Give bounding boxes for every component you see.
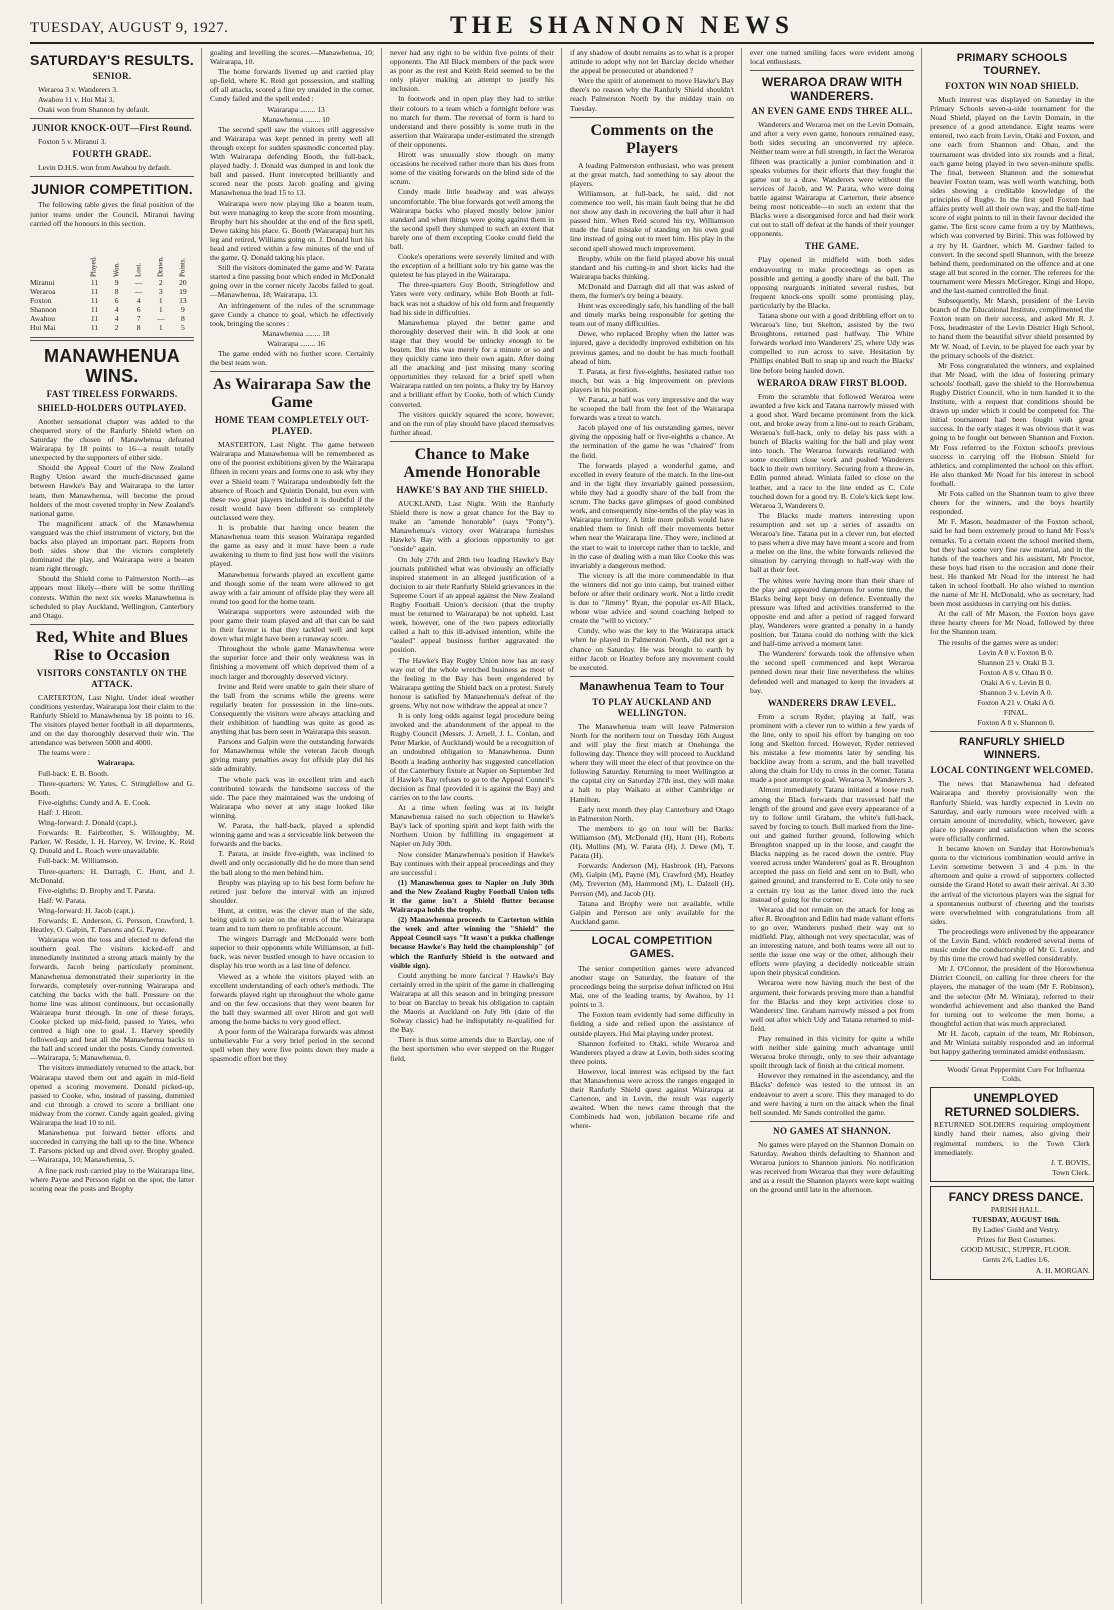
heading-team-to-tour: Manawhenua Team to Tour <box>579 680 725 693</box>
article-paragraph: (1) Manawhenua goes to Napier on July 30th and the New Zealand Rugby Football Union tells it the game isn't a Shield flutter because Wairarapa holds the trophy. <box>390 877 554 915</box>
team-name-cell: Weraroa <box>30 286 56 296</box>
table-header-cell: Lost. <box>134 262 143 277</box>
heading-saturdays-results: SATURDAY'S RESULTS. <box>30 52 195 68</box>
article-paragraph: Hunt was exceedingly safe, his handling of the ball and timely marks being responsible for getting the team out of many difficulties. <box>570 301 734 329</box>
table-row <box>30 323 194 332</box>
table-row <box>30 287 194 296</box>
column-5 <box>750 48 922 1604</box>
article-paragraph: The three-quarters Guy Booth, Stringfellow and Yates were very ordinary, while Bob Booth at full-back was not a shadow of his old form and frequently had his side in difficulties. <box>390 280 554 317</box>
heading-manawhenua-wins: MANAWHENUA WINS. <box>44 345 180 386</box>
score-line: Wairarapa ........ 13 <box>267 104 325 114</box>
article-paragraph: From a scrum Ryder, playing at half, was prominent with a clever run to within a few yards of the line, only to spoil his effort by hanging on too long and Skelton forced. However, Ryder retrieved his mistake a few moments later by sending his backline away from a scrum, and the ball travelled along the chain for Udy to cross in the corner. Tatana made a poor attempt to goal. Weraroa 3, Wanderers 3. <box>750 711 914 785</box>
table-cell: 4 <box>136 295 141 305</box>
heading-weraroa-draw: WERAROA DRAW WITH WANDERERS. <box>761 75 903 104</box>
score-line: Manawhenua ........ 18 <box>262 328 330 338</box>
advert-title: UNEMPLOYED RETURNED SOLDIERS. <box>944 1091 1080 1120</box>
table-cell: 9 <box>181 304 185 314</box>
table-cell: — <box>134 277 143 287</box>
article-paragraph: It is probable that having once beaten the Manawhenua team this season Wairarapa regarded the game as easy and it must have been a rude awakening to them to find just how well the visitors played. <box>210 523 374 569</box>
subheading-foxton-noad: FOXTON WIN NOAD SHIELD. <box>945 81 1079 91</box>
table-row <box>30 305 194 314</box>
columns <box>30 48 1094 1604</box>
article-paragraph: The following table gives the final position of the junior teams under the Council, Miranui having carried off the honours in this section. <box>30 200 194 228</box>
subheading-fourth-grade: FOURTH GRADE. <box>72 149 152 160</box>
heading-primary-schools: PRIMARY SCHOOLS TOURNEY. <box>956 52 1068 77</box>
article-paragraph: Mr Foss called on the Shannon team to give three cheers for the winners, and the boys heartily responded. <box>930 489 1094 517</box>
column-2 <box>210 48 382 1604</box>
article-paragraph: T. Parata, at inside five-eighth, was inclined to dwell and only occasionally did he do more than send the ball along to the men behind him. <box>210 849 374 877</box>
table-cell: 4 <box>114 304 119 314</box>
article-paragraph: The Hawke's Bay Rugby Union now has an easy way out of the whole wretched business as most of the feeling in the Bay has been engendered by Wairarapa getting the Shield back on a protest. Surely honour is satisfied by Manawhenua's defeat of the greens. Why not now withdraw the appeal at once ? <box>390 655 554 710</box>
heading-junior-competition: JUNIOR COMPETITION. <box>31 181 193 198</box>
lineup-line: Wing-forward: H. Jacob (capt.). <box>38 905 136 915</box>
subheading-draw-level: WANDERERS DRAW LEVEL. <box>767 697 897 708</box>
table-cell: 11 <box>90 322 99 332</box>
article-paragraph: The whites were having more than their share of the play and appeared dangerous for some time, the Blacks being kept busy on defence. Eventually the pressure was lifted and activities transferred to the opposite end and after a period of ragged forward play, Wanderers were granted a penalty in a handy position, but Tatana could do nothing with the kick and half-time arrived a moment later. <box>750 575 914 649</box>
subheading-fast-forwards: FAST TIRELESS FORWARDS. <box>46 388 178 399</box>
table-cell: 11 <box>90 277 99 287</box>
article-paragraph: The news that Manawhenua had defeated Wairarapa and thereby provisionally won the Ranfurly Shield, was hardly expected in Levin on Saturday, and early rumours were received with a certain amount of incredulity, which, however, gave place to pleasure and satisfaction when the scores were officially confirmed. <box>930 779 1094 843</box>
article-paragraph: Early next month they play Canterbury and Otago in Palmerston North. <box>570 804 734 823</box>
subheading-to-play: TO PLAY AUCKLAND AND WELLINGTON. <box>592 696 712 718</box>
article-paragraph: Mr F. Mason, headmaster of the Foxton school, said he had been extremely proud to hand Mr Foss's remarks. To a certain extent the school merited them, but they had some very fine raw material, and in the hands of the teachers and his assistant, Mr Proctor, these boys had risen to the occasion and done their best. He thanked Mr Noad for the interest he had taken in school football. He also wished to mention the name of Mr H. McDonald, who as secretary, had been most assiduous in carrying out his duties. <box>930 517 1094 609</box>
divider <box>30 118 194 119</box>
issue-date: TUESDAY, AUGUST 9, 1927. <box>30 20 229 36</box>
article-paragraph: Almost immediately Tatana initiated a loose rush among the Black forwards that traversed half the length of the ground and gave every appearance of a try to follow until Graham, the white's full-back, saved by forcing to touch. Bull marked from the line-out and gained further ground, following which Broughton snapped up in the loose, and caught the Blacks napping as he raced down the centre. Play veered across under Wanderers' goal as R. Broughton accepted the pass on field and sent on to Bull, who gained ground, and transferred to E. Cole only to see a certain try lost as the latter dived into the ruck instead of going for the corner. <box>750 785 914 904</box>
article-paragraph: Cundy made little headway and was always uncomfortable. The blue forwards got well among the Wairarapa backs who played mostly below junior standard and when things were going against them in the second spell they slumped to such an extent that barely one of them excepting Cooke could field the ball. <box>390 187 554 251</box>
article-paragraph: From the scramble that followed Weraroa were awarded a free kick and Tatana narrowly missed with a good shot. Ward became prominent from the kick out, and broke away from a line-out to reach Graham, Weraroa's full-back, only to delay his pass with a bunch of Blacks waiting for the ball and play went into touch. The Weraroa forwards retaliated with some excellent close work and pushed Wanderers back to their own territory. Securing from a throw-in, Edlin punted ahead. Winiata failed to close on the leather, and a race to the line ended as C. Cole touched down for a good try. B. Cole's kick kept low. Weraroa 3, Wanderers 0. <box>750 391 914 510</box>
advert-line: Gents 2/6, Ladies 1/6. <box>982 1255 1050 1265</box>
table-cell: 13 <box>179 295 187 305</box>
article-paragraph: Another sensational chapter was added to the chequered story of the Ranfurly Shield when on Saturday the chosen of Manawhenua defeated Wairarapa by 18 points to 16—a result totally unexpected by the supporters of either side. <box>30 416 194 463</box>
table-header-row <box>30 230 194 278</box>
divider <box>210 371 374 372</box>
lineup-line: Half: J. Hirott. <box>38 807 83 817</box>
table-cell: 19 <box>179 286 187 296</box>
subheading-the-game: THE GAME. <box>804 241 860 252</box>
article-paragraph: Hirott was unusually slow though on many occasions he received rather more than his dues from some of the visiting forwards on the blind side of the scrum. <box>390 150 554 187</box>
article-paragraph: The visitors quickly squared the score, however, and on the run of play should have placed themselves further ahead. <box>390 409 554 437</box>
article-paragraph: At a time when feeling was at its height Manawhenua raised no such objection to Hawke's Bay's lack of sporting spirit and kept faith with the Northern Union by fulfilling its engagement at Napier on July 30th. <box>390 803 554 849</box>
heading-red-white-blues: Red, White and Blues Rise to Occasion <box>35 628 189 664</box>
article-paragraph: AUCKLAND, Last Night. With the Ranfurly Shield there is now a great chance for the Bay to make an "amende honorable" (says "Ponty"). Manawhenua's victory over Wairarapa furnishes Hawke's Bay with a glorious opportunity to get "onside" again. <box>390 498 554 554</box>
article-paragraph: Brophy was playing up to his best form before he retired just before the interval with an injured shoulder. <box>210 877 374 905</box>
table-cell: 11 <box>90 295 99 305</box>
column-6 <box>930 48 1094 1604</box>
result-line: Foxton 5 v. Miranui 3. <box>38 137 107 147</box>
column-4 <box>570 48 742 1604</box>
divider <box>570 676 734 677</box>
standings-body <box>30 278 194 332</box>
heading-chance-amende: Chance to Make Amende Honorable <box>403 445 541 481</box>
table-row <box>30 278 194 287</box>
advert-soldiers <box>930 1087 1094 1182</box>
article-paragraph: Wairarapa supporters were astounded with the poor game their team played and all that can be said in their favour is that they tackled well and kept down what might have been a runaway score. <box>210 606 374 644</box>
article-paragraph: The Blacks made matters interesting upon resumption and set up a series of assaults on Weraroa's line. Tatana put in a clever run, but elected to pass when a dive may have meant a score and from a melee on the line, the white forwards relieved the situation by carrying through to half-way with the ball at their feet. <box>750 510 914 575</box>
standings-table <box>30 230 194 332</box>
team-name-cell: Miranui <box>30 277 55 287</box>
subheading-home-team: HOME TEAM COMPLETELY OUT-PLAYED. <box>214 415 370 437</box>
subheading-senior: SENIOR. <box>92 71 132 81</box>
article-paragraph: No games were played on the Shannon Domain on Saturday. Awahou thirds defaulting to Shannon and Weraroa juniors to Shannon juniors. No notification was received from Weraroa that they were defaulting and as a result the Shannon players were kept waiting on the ground until late in the afternoon. <box>750 1139 914 1195</box>
subheading-knockout: JUNIOR KNOCK-OUT—First Round. <box>32 123 192 134</box>
article-paragraph: An infringement of the rules of the scrummage gave Cundy a chance to goal, which he effectively took, bringing the scores : <box>210 300 374 328</box>
heading-local-competition: LOCAL COMPETITION GAMES. <box>591 934 713 960</box>
divider <box>30 337 194 341</box>
article-paragraph: (2) Manawhenua proceeds to Carterton within the week and after winning the "Shield" the Appeal Council says "It wasn't a pukka challenge because Hawke's Bay held the championship" (of which the Ranfurly Shield is the outward and visible sign). <box>390 915 554 970</box>
heading-as-wairarapa-saw: As Wairarapa Saw the Game <box>213 376 371 412</box>
table-cell: 3 <box>158 286 163 296</box>
article-paragraph: The Manawhenua team will leave Palmerston North for the northern tour on Tuesday 16th August and will play the first match at Onehunga the following day. Thence they will proceed to Auckland where they will meet the elect of that province on the following Saturday. Returning to meet Wellington at the capital city on Saturday 27th inst, they will make a halt to play Waikato at either Cambridge or Hamilton. <box>570 721 734 804</box>
article-paragraph: Manawhenua played the better game and thoroughly deserved their win. It did look at one stage that they would be unlucky enough to be beaten. But this was merely for a minute or so and they quickly came into their own again. After doing all the attacking and just missing many scoring opportunities they relaxed for a brief spell when Wairarapa rattled on ten points, a fluky try by Harvey and a brilliant effort by Cooke, both of which Cundy converted. <box>390 317 554 409</box>
advert-dance <box>930 1186 1094 1280</box>
lineup-line: Five-eighths: D. Brophy and T. Parata. <box>38 885 156 895</box>
article-paragraph: The results of the games were as under: <box>938 637 1059 647</box>
table-cell: 9 <box>114 277 119 287</box>
article-paragraph: Wanderers and Weraroa met on the Levin Domain, and after a very even game, honours remained easy, both sides securing an unconverted try apiece. Neither team were at full strength, in fact the Weraroa fifteen was practically a junior combination and it speaks volumes for their efforts that they fought the game out to a draw. Wanderers were without the services of Jacob, and W. Parata, who were doing battle against Wairarapa at Carterton, their absence being most noticeable—to such an extent that the Blacks were a disorganised force and had their work cut out to stall off defeat at the hands of their younger opponents. <box>750 120 914 239</box>
article-paragraph: W. Parata, at half was very impressive and the way he scooped the ball from the feet of the Wairarapa forwards was a treat to watch. <box>570 395 734 423</box>
article-paragraph: The visitors immediately returned to the attack, but Wairarapa staved them out and again in mid-field opened a scoring movement. Donald picked-up, passed to Cooke, who, instead of passing, dummied and cut through a crowd to score a brilliant one midway from the corner. Cundy again goaled, giving Wairarapa the lead 10 to nil. <box>30 1063 194 1128</box>
article-paragraph: In footwork and in open play they had to strike their colours to a team which a fortnight before was no match for them. The reversal of form is hard to understand and there possibly is some truth in the assertion that Wairarapa under-estimated the strength of their opponents. <box>390 94 554 149</box>
masthead <box>30 6 1094 44</box>
lineup-line: Half: W. Parata. <box>38 895 87 905</box>
heading-ranfurly-winners: RANFURLY SHIELD WINNERS. <box>959 736 1065 762</box>
article-paragraph: Williamson, at full-back, he said, did not commence too well, his main fault being that he did not show any dash in recovering the ball after it had passed him. When Reid scored his try, Williamson made the fatal mistake of standing on his own goal line instead of going out to meet him. His play in the second spell showed much improvement. <box>570 188 734 253</box>
article-paragraph: The second spell saw the visitors still aggressive and Wairarapa was kept penned in pretty well all through except for sudden spasmodic concerted play. With Wairarapa defending Booth, the full-back, played badly. J. Donald was dumped in and look the ball and passed. Hunt intercepted brilliantly and scored near the posts Jacob goaling and giving Manawhenua the lead 15 to 13. <box>210 124 374 198</box>
team-name-cell: Hui Mai <box>30 322 56 332</box>
lineup-line: Full-back: M. Williamson. <box>38 856 119 866</box>
table-cell: 8 <box>114 286 119 296</box>
article-paragraph: On July 27th and 28th two leading Hawke's Bay journals published what was obviously an officially inspired statement in an alleged justification of a decision to air their Ranfurly Shield grievances in the Supreme Court if an appeal against the New Zealand Rugby Football Union's decision (that the trophy must be returned to Wairarapa) be not upheld. Last week, however, one of the two papers editorially called a halt to this ill-advised intention, while the "sealed" appeal business further aggravated the position. <box>390 554 554 655</box>
table-cell: 1 <box>158 304 163 314</box>
article-paragraph: never had any right to be within five points of their opponents. The All Black members of the pack were as poor as the rest and Keith Reid seemed to be the only player making an attempt to justify his inclusion. <box>390 48 554 94</box>
article-paragraph: It became known on Sunday that Horowhenua's quota to the victorious combination would arrive in Levin sometime between 3 and 4 p.m. in the afternoon and quite a crowd of supporters collected outside the Grand Hotel to await their arrival. At 3.30 the arrival of the victorious players was the signal for a spontaneous outburst of cheering and the tourists were overwhelmed with congratulations from all sides. <box>930 844 1094 926</box>
article-paragraph: Forwards: Anderson (M), Hasbrook (H), Parsons (M), Galpin (M), Payne (M), Crawford (M), Heatley (M), Treverton (M), Hammond (M), L. Dalzell (H), Perrson (M), and Jacob (H). <box>570 861 734 898</box>
newspaper-title: THE SHANNON NEWS <box>450 12 794 39</box>
table-cell: 11 <box>90 313 99 323</box>
game-result: Foxton A 8 v. Ohau B 0. <box>979 667 1053 677</box>
article-paragraph: However they remained in the ascendancy, and the Blacks' defence was tested to the utmost in an endeavour to avert a score. This they managed to do and were having a turn on the attack when the final bell sounded. Mr Sands controlled the game. <box>750 1071 914 1117</box>
article-paragraph: T. Parata, at first five-eighths, hesitated rather too much, but was a big improvement on previous players in his position. <box>570 366 734 394</box>
table-cell: 1 <box>158 295 163 305</box>
article-paragraph: Should the Shield come to Palmerston North—as appears most likely—there will be some thrilling contests. Within the next six weeks Manawhenua is scheduled to play Auckland, Wellington, Canterbury and Otago. <box>30 574 194 620</box>
subheading-even-game: AN EVEN GAME ENDS THREE ALL. <box>751 106 913 117</box>
divider <box>930 1060 1094 1061</box>
article-paragraph: Manawhenua put forward better efforts and succeeded in carrying the ball up to the line. Whence T. Parsons picked up and dived over. Brophy goaled.—Wairarapa, 10; Manawhenua, 5. <box>30 1128 194 1165</box>
final-result: Foxton A 8 v. Shannon 0. <box>977 718 1055 728</box>
article-paragraph: The forwards played a wonderful game, and excelled in every feature of the match. In the line-out and in the light they invariably gained possession, while they had a goodly share of the ball from the scrum. The backs gave glimpses of good combined work, and consequently nine-tenths of the play was in Wairarapa territory. A little more polish would have enabled them to finish off their movements better when near the Wairarapa line. They were, inclined at the start to wait to intercept rather than to tackle, and in the case of dealing with a man like Cooke this was invariably a dangerous method. <box>570 460 734 570</box>
article-paragraph: Brophy, while on the field played above his usual standard and his cutting-in and short kicks had the Wairarapa backs thinking. <box>570 253 734 281</box>
article-paragraph: The proceedings were enlivened by the appearance of the Levin Band, which rendered several items of music under the conductorship of Mr G. Lester, and by this time the crowd had swelled considerably. <box>930 926 1094 964</box>
table-cell: — <box>134 286 143 296</box>
game-result: Foxton A 21 v. Otaki A 0. <box>977 698 1055 708</box>
lineup-line: Full-back: E. B. Booth. <box>38 768 109 778</box>
score-line: Wairarapa ........ 16 <box>267 338 325 348</box>
article-paragraph: Were the spirit of atonement to move Hawke's Bay there's no reason why the Ranfurly Shield shouldn't reach Palmerston North by the midday train on Tuesday. <box>570 76 734 113</box>
article-paragraph: The home forwards livened up and carried play up-field, where K. Reid got possession, and stalling off all attacks, scored a fine try unaided in the corner. Cundy failed and the spell ended : <box>210 67 374 104</box>
divider <box>30 624 194 625</box>
article-paragraph: Parsons and Galpin were the outstanding forwards for Manawhenua while the veteran Jacob though giving many penalties away for offside play did his side admirably. <box>210 737 374 774</box>
article-paragraph: Could anything be more farcical ? Hawke's Bay certainly erred in the spirit of the game in challenging Wairarapa at all this season and in bringing pressure to bear on Barclay to break his obligation to captain the Maoris at Auckland on July 9th (date of the Solway classic) had he indisputably re-qualified for the Bay. <box>390 970 554 1035</box>
table-row <box>30 296 194 305</box>
result-line: Awahou 11 v. Hui Mai 3. <box>38 95 115 105</box>
game-result: Shannon 23 v. Otaki B 3. <box>977 657 1055 667</box>
table-cell: 5 <box>181 322 185 332</box>
article-paragraph: The Foxton team evidently had some difficulty in fielding a side and relied upon the assistance of outside players. Hui Mai playing under protest. <box>570 1010 734 1038</box>
article-paragraph: ever one turned smiling faces were evident among local enthusiasts. <box>750 48 914 67</box>
lineup-line: Wing-forward: J. Donald (capt.). <box>38 818 138 828</box>
advert-title: FANCY DRESS DANCE. <box>948 1189 1084 1204</box>
final-label: FINAL. <box>1003 708 1029 718</box>
advert-signature: J. T. BOVIS, <box>1050 1157 1090 1167</box>
result-line: Weraroa 3 v. Wanderers 3. <box>38 85 118 94</box>
divider <box>30 176 194 177</box>
article-paragraph: The members to go on tour will be: Backs: Williamson (M), McDonald (H), Hunt (H), Roberts (H), Mullins (M), W. Parata (H), J. Dewe (M), T. Parata (H). <box>570 823 734 861</box>
article-paragraph: The teams were : <box>38 748 91 758</box>
table-cell: 2 <box>114 322 119 332</box>
article-paragraph: Tatana shone out with a good dribbling effort on to Weraroa's line, but Skelton, assisted by the two Broughtons, returned past halfway. The White forwards worked into Wanderers' 25, where Udy was compelled to run across to save. Hesitation by Phillips enabled Bull to snap up and reach the Blacks' line before being hauled down. <box>750 310 914 375</box>
article-paragraph: The senior competition games were advanced another stage on Saturday, the feature of the proceedings being the surprise defeat inflicted on Hui Mai, one of the leading teams, by Awahou, by 11 points to 3. <box>570 963 734 1010</box>
table-cell: — <box>157 313 165 323</box>
article-paragraph: Wairarapa won the toss and elected to defend the southern goal. The visitors kicked-off and immediately instituted a strong attack mainly by the forwards, Jacob being particularly prominent. Manawhenua demonstrated their superiority in the forwards, completely over-running Wairarapa and catching the backs with the ball. Pressure on the home line was almost continuous, but occasionally Wairarapa burst through. In one of these forays, Cooke picked up mid-field, passed to Yates, who centred a high one to goal. I. Harvey speedily followed-up and beat all the Manawhenua backs to the ball and scored under the posts. Cundy converted.—Wairarapa, 5; Manawhenua, 0. <box>30 935 194 1063</box>
score-line: Manawhenua ........ 10 <box>262 114 330 124</box>
article-paragraph: Viewed as a whole the visitors played with an excellent understanding of each other's methods. The forwards played right up throughout the whole game and on the few occasions that they were beaten for the ball they swarmed all over Hirott and got well among the home backs to very good effect. <box>210 971 374 1026</box>
article-paragraph: Mr J. O'Connor, the president of the Horowhenua District Council, on calling for three cheers for the players, the manager of the team (Mr F. Robinson), and the selector (Mr M. Winiata), referred to their wonderful achievement and also thanked the Band for turning out to welcome the men home, a thoughtful action that was much appreciated. <box>930 964 1094 1028</box>
article-paragraph: The game ended with no further score. Certainly the best team won. <box>210 349 374 368</box>
article-paragraph: Wairarapa were now playing like a beaten team, but were managing to keep the score from mounting. Brophy hurt his shoulder at the end of the first spell, Dewe taking his place. G. Booth (Wairarapa) hurt his leg and retired, Williams going on. J. Donald hurt his head and retired within a few minutes of the end of the game, Q. Donald taking his place. <box>210 198 374 263</box>
subheading-shield-holders: SHIELD-HOLDERS OUTPLAYED. <box>37 402 187 413</box>
table-cell: 8 <box>136 322 141 332</box>
article-paragraph: CARTERTON, Last Night. Under ideal weather conditions yesterday, Wairarapa lost their claim to the Ranfurly Shield to Manawhenua by 18 points to 16. The visitors played better football in all departments, and on the day thoroughly deserved their win. The attendance was between 5000 and 4000. <box>30 692 194 748</box>
subheading-first-blood: WERAROA DRAW FIRST BLOOD. <box>756 377 908 388</box>
advert-line: By Ladies' Guild and Vestry. <box>972 1225 1060 1235</box>
advert-signature: Town Clerk. <box>1052 1167 1090 1177</box>
divider <box>390 441 554 442</box>
divider <box>750 70 914 71</box>
divider <box>930 731 1094 732</box>
team-name-cell: Foxton <box>30 295 52 305</box>
subheading-no-games: NO GAMES AT SHANNON. <box>773 1125 891 1136</box>
column-1 <box>30 48 202 1604</box>
article-paragraph: The magnificent attack of the Manawhenua vanguard was the chief instrument of victory, but the backs also played an important part. Reports from both sides show that the victors completely dominated the play, and Wairarapa were a beaten team right through. <box>30 518 194 574</box>
heading-comments-players: Comments on the Players <box>590 121 714 157</box>
article-paragraph: At the call of Mr Mason, the Foxton boys gave three hearty cheers for Mr Noad, followed by three for the Shannon team. <box>930 609 1094 637</box>
team-name-cell: Awahou <box>30 313 56 323</box>
table-cell: 2 <box>158 277 163 287</box>
team-label: Wairarapa. <box>97 758 135 768</box>
article-paragraph: Hunt, at centre, was the clever man of the side, being quick to seize on the errors of the Wairarapa team and to turn them to profitable account. <box>210 905 374 934</box>
article-paragraph: The victory is all the more commendable in that the winners did not go into camp, but trained either before or after their ordinary work. Not a little credit is due to "Jimmy" Ryan, the popular ex-All Black, whose wise advice and sound coaching helped to create the "will to victory." <box>570 570 734 626</box>
game-result: Levin A 8 v. Foxton B 0. <box>978 647 1054 657</box>
article-paragraph: Play opened in midfield with both sides endeavouring to make proceedings as open as possible and getting a goodly share of the ball. The opposing rearguards initiated several rushes, but frequent knock-ons spoilt some promising play, particularly by the Blacks. <box>750 255 914 310</box>
lineup-line: Five-eighths: Cundy and A. E. Cook. <box>38 797 151 807</box>
article-paragraph: Mr H. Jacob, captain of the team, Mr Robinson, and Mr Winiata suitably responded and an informal but happy gathering terminated amidst enthusiasm. <box>930 1028 1094 1057</box>
article-paragraph: Mr Foss congratulated the winners, and explained that Mr Noad, with the idea of fostering primary schools' football, gave the shield to the Horowhenua Rugby District Council, who in turn handed it to the Institute, with a request that conditions should be drawn up under which it could be competed for. The initial tournament had been fought with great success. In the early stages it was obvious that it was going to be fought out between Shannon and Foxton. Mr Foss referred to the Foxton school's previous success in carrying off the Hobson Shield for athletics, and complimented the school on this effort. He also thanked Mr Noad for his interest in school football. <box>930 360 1094 488</box>
advert-line: GOOD MUSIC, SUPPER, FLOOR. <box>960 1245 1072 1255</box>
article-paragraph: A poor form of the Wairarapa forwards was almost unbelievable For a very brief period in the second spell when they were five points down they made a spasmodic effort but they <box>210 1027 374 1064</box>
article-paragraph: Tatana and Brophy were not available, while Galpin and Perrson are only available for the Auckland game. <box>570 898 734 926</box>
article-paragraph: However, local interest was eclipsed by the fact that Manawhenua were across the ranges engaged in their Ranfurly Shield quest against Wairarapa at Carterton, and in Levin, the result was eagerly awaited. When the news came through that the Combineds had won, jubilation became rife and where- <box>570 1066 734 1131</box>
article-paragraph: Play remained in this vicinity for quite a while with neither side gaining much advantage until Weraroa broke through, only to see their advantage spoilt through lack of finish at the critical moment. <box>750 1034 914 1071</box>
advert-line: TUESDAY, AUGUST 16th. <box>972 1215 1060 1225</box>
divider <box>570 930 734 931</box>
result-line: Levin D.H.S. won from Awahou by default. <box>38 163 172 173</box>
article-paragraph: Shannon forfeited to Otaki, while Weraroa and Wanderers played a draw at Levin, both sides scoring three points. <box>570 1038 734 1066</box>
table-header-cell: Played. <box>89 255 98 277</box>
table-header-cell: Points. <box>178 257 187 277</box>
table-cell: 6 <box>136 304 141 314</box>
advert-line: Prizes for Best Costumes. <box>976 1235 1056 1245</box>
article-paragraph: Throughout the whole game Manawhenua were the superior force and their only weakness was in finishing a movement off which deprived them of a much larger and thoroughly deserved victory. <box>210 644 374 681</box>
article-paragraph: if any shadow of doubt remains as to what is a proper attitude to adopt why not let Barclay decide whether the appeal be prosecuted or abandoned ? <box>570 48 734 76</box>
table-header-cell: Drawn. <box>156 255 165 277</box>
column-3 <box>390 48 562 1604</box>
table-cell: 11 <box>90 304 99 314</box>
divider <box>750 1121 914 1122</box>
game-result: Otaki A 6 v. Levin B 0. <box>980 677 1052 687</box>
article-paragraph: Much interest was displayed on Saturday in the Primary Schools seven-a-side tournament for the Noad Shield, played on the Levin Domain, in the presence of a good attendance. Eight teams were entered, two each from Levin, Otaki and Foxton, and one each from Shannon and Ohau, and the tournament was divided into six rounds and a final, each game being played in two seven-minute spells. The final, between Shannon and the somewhat heavier Foxton team, was well worth watching, both sides showing a creditable knowledge of the principles of Rugby. In the first spell Foxton had affairs pretty well all their own way, and the half-time score of eight points to nil in their favour decided the game. The first score came from a try by Matthews, which was converted by Birini. This was followed by a try by H. Gardner, which M. Gardner failed to convert. In the second spell Shannon, with the breeze behind them, predominated on the offence and at one stage all but scored in the corner. The referees for the tournament were Messrs McGregor, Kingi and Hope, and the last-named controlled the final. <box>930 95 1094 295</box>
article-paragraph: The wingers Darragh and McDonald were both superior to their opponents while Williamson, at full-back, was never bustled enough to have occasion to display his true worth as a last line of defence. <box>210 934 374 971</box>
article-paragraph: There is thus some amends due to Barclay, one of the best sportsmen who ever stepped on the Rugger field, <box>390 1035 554 1063</box>
team-name-cell: Shannon <box>30 304 57 314</box>
table-cell: 8 <box>181 313 185 323</box>
article-paragraph: Still the visitors dominated the game and W. Parata started a fine passing bout which ended in McDonald going over in the corner nicely Jacobs failed to goal.—Manawhenua, 18; Wairarapa, 13. <box>210 263 374 300</box>
table-cell: 7 <box>136 313 141 323</box>
subheading-visitors-attack: VISITORS CONSTANTLY ON THE ATTACK. <box>36 667 188 689</box>
advert-woods: Woods' Great Peppermint Cure For Influenza Colds. <box>947 1065 1085 1084</box>
article-paragraph: The Wanderers' forwards took the offensive when the second spell commenced and kept Weraroa penned down near their line nevertheless the whites defended well and managed to keep the invaders at bay. <box>750 649 914 695</box>
article-paragraph: goaling and levelling the scores.—Manawhenua, 10; Wairarapa, 10. <box>210 48 374 67</box>
table-cell: 4 <box>114 313 119 323</box>
article-paragraph: Jacob played one of his outstanding games, never giving the opposing half or five-eighths a chance. At the termination of the game he was "chaired" from the field. <box>570 423 734 460</box>
advert-line: PARISH HALL. <box>990 1204 1042 1214</box>
table-cell: 1 <box>158 322 163 332</box>
article-paragraph: A leading Palmerston enthusiast, who was present at the great match, had something to say about the players. <box>570 160 734 188</box>
article-paragraph: W. Parata, the half-back, played a splendid winning game and was a serviceable link between the forwards and the backs. <box>210 821 374 849</box>
article-paragraph: Should the Appeal Court of the New Zealand Rugby Union award the much-discussed game between Hawke's Bay and Wairarapa to the latter team, then Manawhenua, will become the proud holders of the most coveted trophy in New Zealand's national game. <box>30 463 194 518</box>
table-cell: 20 <box>179 277 187 287</box>
article-paragraph: MASTERTON, Last Night. The game between Wairarapa and Manawhenua will be remembered as one of the poorest exhibitions given by the Wairarapa fifteen in recent years and forms one to ask why they ever a Shield team ? Wairarapa undoubtedly felt the absence of Roach and Quintin Donald, but even with these two great players included it is doubtful if the result would have been different so completely outclassed were they. <box>210 440 374 522</box>
article-paragraph: McDonald and Darragh did all that was asked of them, the former's try being a beauty. <box>570 281 734 300</box>
table-header-cell <box>30 230 83 278</box>
advert-body: RETURNED SOLDIERS requiring employment kindly hand their names, also giving their regimental numbers, to the Town Clerk immediately. <box>934 1120 1090 1157</box>
article-paragraph: Manawhenua forwards played an excellent game and though some of the team were allowed to get away with a fair amount of offside play they were all round too good for the home team. <box>210 569 374 606</box>
article-paragraph: Weraroa were now having much the best of the argument, their forwards proving more than a handful for the Blacks and they kept activities close to Wanderers' line. Graham narrowly missed a pot from well out after which Udy and Tatana returned to mid-field. <box>750 978 914 1033</box>
article-paragraph: The whole pack was in excellent trim and each contributed towards the handsome success of the side. The pace they maintained was the undoing of Wairarapa who never at any stage looked like winning. <box>210 774 374 820</box>
table-cell: 6 <box>114 295 119 305</box>
lineup-line: Forwards: E. Anderson, G. Persson, Crawford, I. Heatley, O. Galpin, T. Parsons and G. Payne. <box>30 915 194 935</box>
subheading-local-contingent: LOCAL CONTINGENT WELCOMED. <box>930 765 1094 776</box>
advert-signature: A. H. MORGAN. <box>1035 1265 1090 1275</box>
divider <box>570 117 734 118</box>
table-row <box>30 314 194 323</box>
article-paragraph: Cooke's operations were severely limited and with the exception of a brilliant solo try his game was the quietest he has played in the Wairarapa. <box>390 252 554 280</box>
game-result: Shannon 3 v. Levin A 0. <box>979 688 1053 697</box>
table-header-cell: Won. <box>112 261 121 277</box>
lineup-line: Three-quarters: W. Yates, C. Stringfellow and G. Booth. <box>30 778 194 797</box>
result-line: Otaki won from Shannon by default. <box>38 105 150 115</box>
article-paragraph: Now consider Manawhenua's position if Hawke's Bay continues with their appeal proceedings and they are successful : <box>390 849 554 877</box>
article-paragraph: Irvine and Reid were unable to gain their share of the ball from the scrums while the greens were regularly beaten for possession in the line-outs. Consequently the visitors were always attacking and their exhibition of handling was quite as good as anything that has been seen in Wairarapa this season. <box>210 681 374 737</box>
article-paragraph: It is only long odds against legal procedure being invoked and the abandonment of the appeal to the Rugby Council (Messrs. J. Arnell, J. L. Conlan, and Peter Markie, of Auckland) would be a recognition of an undoubted obligation to Manawhenua. Dunn Booth a leading authority has suggested cancellation of the Canterbury fixture at Napier on September 3rd if Hawke's Bay refuses to go to the Appeal Council's decision as final (provided it is against the Bay) and carries on to the law courts. <box>390 711 554 802</box>
article-paragraph: Subsequently, Mr Marsh, president of the Levin branch of the Educational Institute, complimented the Foxton team on their success, and asked Mr R. J. Foss, headmaster of the Levin District High School, to hand them the beautiful silver shield presented by Mr W. Noad, of Levin, to be played for each year by the primary schools of the district. <box>930 296 1094 360</box>
article-paragraph: Dewe, who replaced Brophy when the latter was injured, gave a decidedly improved exhibition on his previous games, and no doubt he has much football ahead of him. <box>570 329 734 366</box>
article-paragraph: Weraroa did not remain on the attack for long as after R. Broughton and Edlin had made valiant efforts to go over, Wanderers pushed their way out to midfield. Play, although not very spectacular, was of an interesting nature, and both teams were all out to settle the issue one way or the other, although their efforts were playing a decidedly noticeable strain upon their physical condition. <box>750 904 914 978</box>
lineup-line: Three-quarters: H. Darragh, C. Hunt, and J. McDonald. <box>30 866 194 885</box>
article-paragraph: Cundy, who was the key to the Wairarapa attack when he played in Palmerston North, did not get a chance on Saturday. He was brought to earth by either Jacob or Heatley before any movement could be executed. <box>570 626 734 672</box>
article-paragraph: A fine pack rush carried play to the Wairarapa line, where Payne and Persson right on the spot, the latter scoring near the posts and Brophy <box>30 1165 194 1193</box>
lineup-line: Forwards: R. Fairbrother, S. Willoughby, M. Parker, W. Reside, I. H. Harvey, W. Irvine, K. Reid Q. Donald and L. Roach were unavailable. <box>30 828 194 856</box>
table-cell: 11 <box>90 286 99 296</box>
subheading-hawkes-bay: HAWKE'S BAY AND THE SHIELD. <box>396 484 548 495</box>
